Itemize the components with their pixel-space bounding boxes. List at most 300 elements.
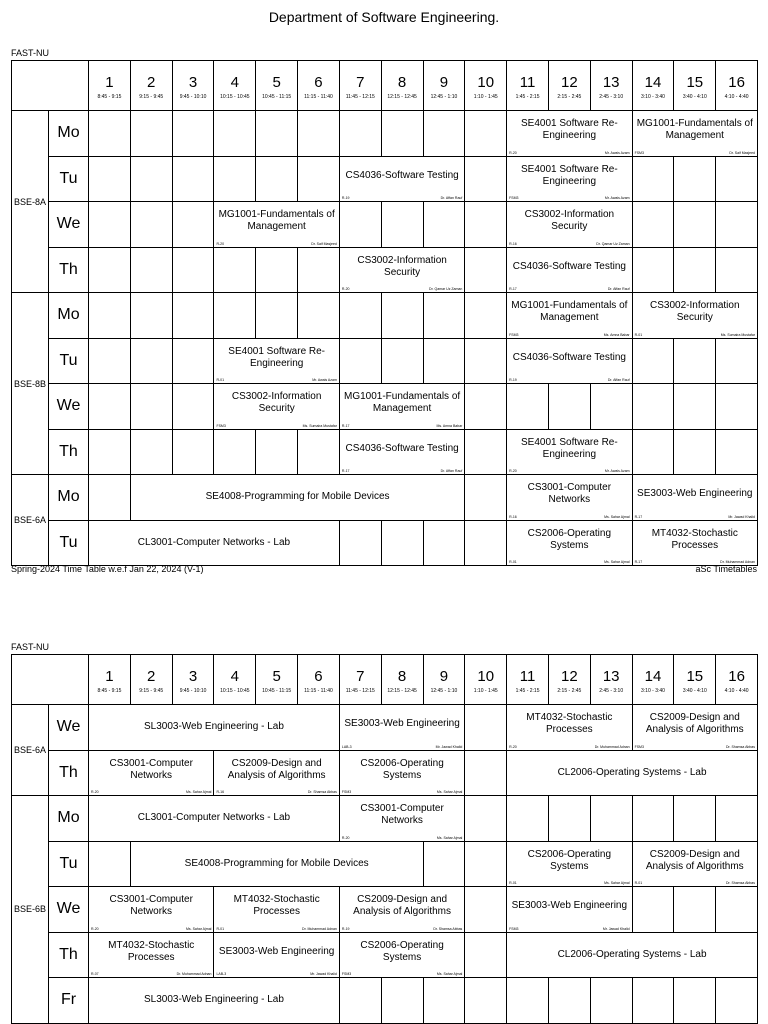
day-label: Th	[49, 429, 89, 475]
lesson-room: R-01	[509, 560, 517, 564]
period-number: 8	[397, 668, 407, 685]
lesson-room: R-07	[91, 972, 99, 976]
empty-slot	[381, 111, 423, 157]
day-label: We	[49, 887, 89, 933]
empty-slot	[465, 247, 507, 293]
period-number: 14	[644, 74, 662, 91]
empty-slot	[423, 841, 465, 887]
empty-slot	[172, 429, 214, 475]
empty-slot	[89, 247, 131, 293]
empty-slot	[130, 429, 172, 475]
empty-slot	[89, 475, 131, 521]
empty-slot	[507, 384, 549, 430]
lesson-teacher: Dr. Muhammad Adnan	[176, 972, 212, 976]
empty-slot	[590, 978, 632, 1024]
period-header-1	[89, 61, 131, 111]
lesson-cell[interactable]	[507, 887, 632, 933]
lesson-cell[interactable]	[339, 750, 464, 796]
lesson-cell[interactable]	[214, 338, 339, 384]
period-header-13	[590, 61, 632, 111]
empty-slot	[339, 202, 381, 248]
lesson-cell[interactable]	[339, 705, 464, 751]
lesson-room: R-01	[634, 881, 643, 885]
header-corner	[12, 655, 89, 705]
period-number: 16	[728, 74, 745, 91]
empty-slot	[465, 841, 507, 887]
day-label: Mo	[49, 293, 89, 339]
period-header-5	[256, 61, 298, 111]
period-header-14	[632, 655, 674, 705]
day-label: We	[49, 384, 89, 430]
period-header-11	[507, 655, 549, 705]
empty-slot	[674, 887, 716, 933]
lesson-title: MG1001-Fundamentals of Management	[511, 300, 628, 324]
empty-slot	[674, 156, 716, 202]
header-corner	[12, 61, 89, 111]
period-time: 12:15 - 12:45	[387, 688, 417, 694]
empty-slot	[339, 978, 381, 1024]
lesson-title: CL2006-Operating Systems - Lab	[557, 948, 707, 960]
lesson-title: SE3003-Web Engineering	[344, 718, 460, 730]
lesson-title: CS3001-Computer Networks	[360, 803, 444, 827]
empty-slot	[423, 111, 465, 157]
empty-slot	[632, 156, 674, 202]
lesson-teacher: Mr. Awais Azam	[604, 469, 630, 473]
lesson-room: R-20	[341, 287, 350, 291]
day-label: Mo	[49, 475, 89, 521]
lesson-room: R-20	[91, 790, 99, 794]
period-header-6	[298, 655, 340, 705]
lesson-cell[interactable]	[507, 202, 632, 248]
period-header-16	[716, 61, 758, 111]
empty-slot	[381, 520, 423, 566]
period-time: 1:45 - 2:15	[515, 688, 540, 694]
lesson-cell[interactable]	[89, 978, 340, 1024]
lesson-title: CS3002-Information Security	[357, 254, 447, 278]
lesson-teacher: Dr. Shamsa Abbas	[726, 744, 755, 749]
empty-slot	[716, 338, 758, 384]
lesson-cell[interactable]	[507, 475, 632, 521]
lesson-room: LAB-3	[216, 972, 227, 976]
lesson-title: SE3003-Web Engineering	[637, 488, 753, 500]
lesson-teacher: Dr. Muhammad Adnan	[720, 560, 755, 564]
period-header-7	[339, 61, 381, 111]
lesson-title: SE4008-Programming for Mobile Devices	[184, 857, 369, 869]
lesson-room: R-19	[509, 378, 517, 382]
period-number: 15	[686, 668, 704, 685]
day-row	[12, 202, 758, 248]
lesson-room: R-16	[509, 241, 517, 246]
lesson-room: R-17	[341, 423, 350, 428]
empty-slot	[423, 520, 465, 566]
empty-slot	[632, 887, 674, 933]
lesson-teacher: Dr. Affan Rauf	[440, 196, 463, 200]
lesson-teacher: Dr. Muhammad Adnan	[302, 926, 337, 931]
period-time: 11:45 - 12:15	[345, 688, 375, 694]
lesson-cell[interactable]	[632, 841, 757, 887]
lesson-room: FSM3	[509, 332, 519, 337]
empty-slot	[465, 932, 507, 978]
period-time: 9:15 - 9:45	[139, 94, 164, 100]
lesson-teacher: Dr. Muhammad Adnan	[594, 744, 630, 749]
empty-slot	[298, 156, 340, 202]
day-row	[12, 978, 758, 1024]
lesson-teacher: Ms. Sahar Ajmal	[604, 514, 630, 519]
day-row	[12, 750, 758, 796]
empty-slot	[632, 429, 674, 475]
empty-slot	[674, 384, 716, 430]
empty-slot	[465, 705, 507, 751]
footer-credit: aSc Timetables	[695, 564, 757, 574]
lesson-cell[interactable]	[507, 111, 632, 157]
lesson-teacher: Ms. Sahar Ajmal	[604, 560, 630, 564]
lesson-cell[interactable]	[632, 705, 757, 751]
empty-slot	[130, 247, 172, 293]
lesson-cell[interactable]	[632, 293, 757, 339]
lesson-teacher: Dr. Qamar Uz Zaman	[429, 287, 463, 291]
lesson-cell[interactable]	[130, 841, 423, 887]
day-row	[12, 384, 758, 430]
lesson-title: CL3001-Computer Networks - Lab	[137, 536, 291, 548]
lesson-title: CS4036-Software Testing	[512, 351, 626, 363]
empty-slot	[716, 156, 758, 202]
period-header-10	[465, 61, 507, 111]
period-number: 8	[397, 74, 407, 91]
empty-slot	[256, 429, 298, 475]
lesson-room: R-01	[216, 926, 225, 931]
lesson-title: SL3003-Web Engineering - Lab	[143, 721, 284, 733]
period-time: 4:10 - 4:40	[724, 688, 749, 694]
empty-slot	[465, 293, 507, 339]
lesson-cell[interactable]	[632, 520, 757, 566]
empty-slot	[381, 202, 423, 248]
empty-slot	[465, 978, 507, 1024]
day-row	[12, 156, 758, 202]
lesson-cell[interactable]	[507, 429, 632, 475]
day-row	[12, 705, 758, 751]
empty-slot	[716, 978, 758, 1024]
group-label: BSE-6A	[12, 475, 49, 566]
day-row	[12, 429, 758, 475]
lesson-room: R-20	[509, 744, 517, 749]
empty-slot	[130, 156, 172, 202]
lesson-cell[interactable]	[507, 247, 632, 293]
lesson-cell[interactable]	[507, 841, 632, 887]
lesson-room: FSM3	[634, 744, 644, 749]
period-number: 13	[602, 74, 620, 91]
period-number: 14	[644, 668, 662, 685]
period-number: 6	[314, 74, 323, 91]
empty-slot	[172, 247, 214, 293]
lesson-teacher: Dr. Shamsa Abbas	[307, 790, 337, 794]
period-number: 1	[105, 668, 114, 685]
period-time: 11:45 - 12:15	[345, 94, 375, 100]
lesson-title: CS3001-Computer Networks	[109, 757, 193, 781]
period-header-3	[172, 61, 214, 111]
empty-slot	[674, 429, 716, 475]
lesson-cell[interactable]	[632, 475, 757, 521]
empty-slot	[423, 978, 465, 1024]
lesson-title: SE4001 Software Re-Engineering	[520, 163, 618, 187]
empty-slot	[423, 338, 465, 384]
period-number: 9	[439, 668, 449, 685]
lesson-cell[interactable]	[130, 475, 465, 521]
lesson-title: CS2009-Design and Analysis of Algorithms	[645, 712, 744, 736]
lesson-teacher: Dr. Shamsa Abbas	[726, 881, 755, 885]
lesson-title: CS3002-Information Security	[524, 209, 615, 233]
lesson-cell[interactable]	[339, 887, 464, 933]
day-row	[12, 293, 758, 339]
empty-slot	[89, 841, 131, 887]
period-number: 5	[272, 668, 281, 685]
lesson-title: CS4036-Software Testing	[512, 260, 626, 272]
day-label: We	[49, 705, 89, 751]
lesson-cell[interactable]	[507, 520, 632, 566]
lesson-room: R-20	[91, 926, 99, 931]
day-label: Th	[49, 750, 89, 796]
period-number: 12	[561, 74, 578, 91]
period-header-12	[548, 61, 590, 111]
empty-slot	[89, 156, 131, 202]
period-time: 9:45 - 10:10	[179, 94, 207, 100]
empty-slot	[130, 338, 172, 384]
lesson-room: R-17	[341, 469, 350, 473]
lesson-title: CS3001-Computer Networks	[527, 482, 612, 506]
lesson-title: CL3001-Computer Networks - Lab	[137, 812, 291, 824]
lesson-cell[interactable]	[214, 887, 339, 933]
lesson-teacher: Ms. Sahar Ajmal	[185, 926, 212, 931]
day-row	[12, 520, 758, 566]
lesson-cell[interactable]	[339, 156, 464, 202]
lesson-teacher: Ms. Sahar Ajmal	[436, 972, 463, 976]
empty-slot	[256, 111, 298, 157]
lesson-cell[interactable]	[339, 247, 464, 293]
lesson-cell[interactable]	[339, 796, 464, 842]
day-label: Tu	[49, 338, 89, 384]
lesson-teacher: Dr. Shamsa Abbas	[433, 926, 463, 931]
lesson-cell[interactable]	[507, 338, 632, 384]
period-number: 16	[728, 668, 745, 685]
period-time: 2:15 - 2:45	[557, 94, 582, 100]
period-time: 2:15 - 2:45	[557, 688, 582, 694]
empty-slot	[256, 293, 298, 339]
period-time: 11:15 - 11:40	[304, 688, 333, 694]
lesson-room: R-16	[216, 790, 225, 794]
period-time: 10:15 - 10:45	[220, 688, 250, 694]
lesson-room: R-19	[341, 926, 350, 931]
lesson-cell[interactable]	[89, 520, 340, 566]
lesson-teacher: Dr. Affan Rauf	[607, 378, 630, 382]
period-time: 1:45 - 2:15	[515, 94, 540, 100]
lesson-teacher: Mr. Jawad Khalid	[435, 744, 463, 749]
lesson-cell[interactable]	[214, 202, 339, 248]
period-header-4	[214, 61, 256, 111]
day-row	[12, 111, 758, 157]
day-label: Mo	[49, 796, 89, 842]
day-row	[12, 475, 758, 521]
empty-slot	[298, 293, 340, 339]
empty-slot	[298, 429, 340, 475]
lesson-cell[interactable]	[89, 750, 214, 796]
lesson-teacher: Dr. Affan Rauf	[440, 469, 463, 473]
lesson-title: CS2006-Operating Systems	[527, 527, 612, 551]
empty-slot	[214, 156, 256, 202]
lesson-cell[interactable]	[214, 384, 339, 430]
lesson-title: CS2009-Design and Analysis of Algorithms	[353, 894, 451, 918]
empty-slot	[632, 384, 674, 430]
lesson-title: CS3001-Computer Networks	[109, 894, 193, 918]
empty-slot	[214, 429, 256, 475]
lesson-teacher: Mr. Jawad Khalid	[310, 972, 337, 976]
period-time: 11:15 - 11:40	[304, 94, 333, 100]
lesson-title: SE4001 Software Re-Engineering	[520, 436, 618, 460]
period-number: 3	[188, 74, 198, 91]
empty-slot	[214, 111, 256, 157]
day-row	[12, 338, 758, 384]
lesson-room: FSM3	[509, 926, 519, 931]
period-header-8	[381, 61, 423, 111]
empty-slot	[465, 750, 507, 796]
lesson-title: CS2006-Operating Systems	[360, 757, 444, 781]
empty-slot	[674, 338, 716, 384]
empty-slot	[548, 384, 590, 430]
empty-slot	[507, 796, 549, 842]
period-number: 5	[272, 74, 281, 91]
empty-slot	[89, 384, 131, 430]
empty-slot	[381, 978, 423, 1024]
lesson-teacher: Ms. Sahar Ajmal	[185, 790, 212, 794]
empty-slot	[674, 247, 716, 293]
lesson-cell[interactable]	[89, 796, 340, 842]
lesson-teacher: Mr. Awais Azam	[312, 378, 337, 382]
lesson-cell[interactable]	[507, 932, 758, 978]
empty-slot	[674, 978, 716, 1024]
lesson-cell[interactable]	[339, 429, 464, 475]
period-time: 12:45 - 1:10	[430, 94, 458, 100]
period-number: 4	[230, 668, 240, 685]
lesson-teacher: Ms. Sahar Ajmal	[436, 790, 463, 794]
day-label: Tu	[49, 841, 89, 887]
lesson-title: MT4032-Stochastic Processes	[233, 894, 320, 918]
lesson-title: CL2006-Operating Systems - Lab	[557, 766, 707, 778]
document-title: Department of Software Engineering.	[268, 9, 500, 25]
empty-slot	[89, 111, 131, 157]
period-number: 7	[356, 668, 365, 685]
empty-slot	[172, 156, 214, 202]
empty-slot	[674, 796, 716, 842]
period-header-12	[548, 655, 590, 705]
empty-slot	[130, 202, 172, 248]
group-label: BSE-6A	[12, 705, 49, 796]
empty-slot	[632, 247, 674, 293]
empty-slot	[172, 111, 214, 157]
period-header-7	[339, 655, 381, 705]
lesson-cell[interactable]	[89, 705, 340, 751]
group-label: BSE-8A	[12, 111, 49, 293]
lesson-cell[interactable]	[507, 750, 758, 796]
day-label: Th	[49, 247, 89, 293]
lesson-cell[interactable]	[89, 887, 214, 933]
lesson-cell[interactable]	[507, 293, 632, 339]
day-row	[12, 796, 758, 842]
lesson-title: CS2006-Operating Systems	[360, 939, 444, 963]
empty-slot	[172, 384, 214, 430]
lesson-cell[interactable]	[507, 705, 632, 751]
empty-slot	[465, 384, 507, 430]
lesson-cell[interactable]	[339, 932, 464, 978]
empty-slot	[172, 293, 214, 339]
day-label: Th	[49, 932, 89, 978]
empty-slot	[214, 247, 256, 293]
lesson-cell[interactable]	[214, 750, 339, 796]
period-header-9	[423, 61, 465, 111]
lesson-cell[interactable]	[632, 111, 757, 157]
empty-slot	[465, 202, 507, 248]
lesson-room: FSM3	[509, 196, 519, 200]
empty-slot	[256, 156, 298, 202]
empty-slot	[381, 338, 423, 384]
lesson-cell[interactable]	[507, 156, 632, 202]
empty-slot	[632, 796, 674, 842]
period-header-3	[172, 655, 214, 705]
empty-slot	[89, 429, 131, 475]
empty-slot	[465, 156, 507, 202]
lesson-title: SE4008-Programming for Mobile Devices	[205, 491, 390, 503]
day-row	[12, 247, 758, 293]
empty-slot	[423, 202, 465, 248]
lesson-title: MT4032-Stochastic Processes	[651, 527, 738, 551]
lesson-room: R-19	[341, 196, 350, 200]
empty-slot	[130, 293, 172, 339]
period-header-row	[12, 61, 758, 111]
period-number: 9	[439, 74, 449, 91]
empty-slot	[632, 978, 674, 1024]
lesson-room: FSM3	[341, 972, 352, 976]
empty-slot	[590, 796, 632, 842]
empty-slot	[716, 796, 758, 842]
lesson-cell[interactable]	[214, 932, 339, 978]
period-time: 3:40 - 4:10	[682, 94, 707, 100]
empty-slot	[89, 293, 131, 339]
lesson-room: FSM3	[634, 150, 644, 155]
lesson-cell[interactable]	[89, 932, 214, 978]
empty-slot	[632, 202, 674, 248]
empty-slot	[298, 247, 340, 293]
lesson-cell[interactable]	[339, 384, 464, 430]
period-header-13	[590, 655, 632, 705]
period-header-15	[674, 655, 716, 705]
lesson-teacher: Dr. Saif Masjeed	[729, 150, 755, 155]
period-header-4	[214, 655, 256, 705]
day-label: Tu	[49, 520, 89, 566]
lesson-teacher: Mr. Jawad Khalid	[602, 926, 630, 931]
period-time: 12:45 - 1:10	[430, 688, 458, 694]
empty-slot	[339, 111, 381, 157]
empty-slot	[674, 202, 716, 248]
empty-slot	[590, 384, 632, 430]
period-number: 6	[314, 668, 323, 685]
period-time: 9:45 - 10:10	[179, 688, 207, 694]
empty-slot	[465, 796, 507, 842]
empty-slot	[381, 293, 423, 339]
lesson-teacher: Ms. Amna Babar	[436, 423, 463, 428]
lesson-room: R-01	[216, 378, 225, 382]
period-number: 1	[105, 74, 114, 91]
period-number: 13	[602, 668, 620, 685]
lesson-room: R-17	[634, 514, 643, 519]
lesson-title: CS4036-Software Testing	[345, 169, 459, 181]
empty-slot	[214, 293, 256, 339]
